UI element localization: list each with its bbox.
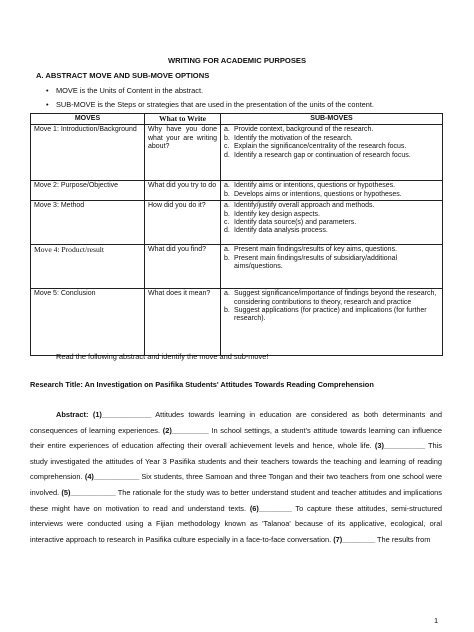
answer-blank[interactable]: (1)____________	[92, 410, 152, 419]
sub-move-text: Identify key design aspects.	[234, 210, 320, 218]
bullet-text: SUB-MOVE is the Steps or strategies that are used in the presentation of the units of the content.	[56, 100, 374, 109]
move-cell: Move 1: Introduction/Background	[31, 125, 145, 181]
sub-moves-cell	[221, 201, 443, 245]
sub-move-text: Suggest significance/importance of findings beyond the research, considering contributions to theory, research and practice	[234, 290, 437, 306]
document-title: WRITING FOR ACADEMIC PURPOSES	[167, 56, 307, 65]
abstract-sentence: The rationale for the study was to better understand student and teacher attitudes and implications these might have on motivation to read and understand texts.	[30, 487, 442, 513]
move-cell: Move 3: Method	[31, 201, 145, 245]
sub-move-letter: a.	[224, 246, 230, 254]
sub-move-item	[224, 246, 439, 254]
what-to-write-cell: What did you find?	[145, 245, 221, 289]
bullet-submove-definition	[46, 100, 374, 109]
sub-move-text: Identify aims or intentions, questions or hypotheses.	[234, 182, 396, 190]
sub-move-letter: b.	[224, 190, 230, 198]
abstract-paragraph	[30, 407, 442, 547]
sub-moves-cell	[221, 181, 443, 201]
sub-move-text: Present main findings/results of key aims, questions.	[234, 246, 398, 254]
table-row	[31, 245, 443, 289]
table-row	[31, 125, 443, 181]
sub-move-letter: a.	[224, 126, 230, 134]
abstract-sentence: In school settings, a student's attitude towards learning can influence their entire experiences of education affecting their overall achievement levels and hence, whole life.	[30, 425, 442, 451]
bullet-dot-icon: •	[46, 86, 49, 95]
sub-move-item	[224, 126, 439, 134]
table-row	[31, 289, 443, 356]
answer-blank[interactable]: (3)__________	[374, 441, 426, 451]
sub-move-letter: b.	[224, 210, 230, 218]
what-to-write-cell: What does it mean?	[145, 289, 221, 356]
moves-table	[30, 113, 443, 356]
sub-move-letter: c.	[224, 219, 230, 227]
bullet-move-definition	[46, 86, 203, 95]
sub-move-text: Identify data analysis process.	[234, 227, 328, 235]
bullet-text: MOVE is the Units of Content in the abstract.	[56, 86, 204, 95]
sub-move-item	[224, 307, 439, 324]
answer-blank[interactable]: (2)_________	[162, 425, 209, 435]
sub-move-text: Present main findings/results of subsidiary/additional aims/questions.	[234, 254, 398, 271]
move-cell: Move 5: Conclusion	[31, 289, 145, 356]
header-moves: MOVES	[31, 114, 145, 125]
sub-move-letter: d.	[224, 151, 230, 159]
abstract-sentence: Six students, three Samoan and three Tongan and their two teachers from one school were involved.	[30, 472, 442, 497]
sub-move-text: Identify data source(s) and parameters.	[234, 219, 357, 227]
sub-move-item	[224, 152, 439, 160]
sub-move-text: Develops aims or intentions, questions or hypotheses.	[234, 190, 402, 198]
what-to-write-cell: How did you do it?	[145, 201, 221, 245]
instruction-text: Read the following abstract and identify the move and sub-move!	[56, 352, 269, 361]
sub-move-letter: b.	[224, 307, 230, 315]
sub-move-letter: b.	[224, 254, 230, 262]
answer-blank[interactable]: (6)________	[249, 503, 292, 513]
move-cell: Move 4: Product/result	[31, 245, 145, 289]
move-cell: Move 2: Purpose/Objective	[31, 181, 145, 201]
sub-move-item	[224, 135, 439, 143]
answer-blank[interactable]: (4)___________	[84, 472, 140, 482]
abstract-sentence: To capture these attitudes, semi-structured interviews were conducted using a Fijian methodology known as 'Talanoa' because of its applicative, ecological, oral interactive approach to research in Pasifika culture especially in a face-to-face conversation.	[30, 503, 443, 544]
header-sub-moves: SUB-MOVES	[221, 114, 443, 125]
sub-move-letter: d.	[224, 227, 230, 235]
research-title: Research Title: An Investigation on Pasifika Students' Attitudes Towards Reading Comprehension	[30, 380, 374, 389]
sub-move-text: Provide context, background of the research.	[234, 126, 374, 134]
answer-blank[interactable]: (5)___________	[61, 487, 116, 497]
sub-move-item	[224, 219, 439, 227]
sub-move-letter: a.	[224, 182, 230, 190]
sub-move-item	[224, 255, 439, 272]
what-to-write-cell: Why have you done what your are writing about?	[145, 125, 221, 181]
sub-move-item	[224, 227, 439, 235]
sub-move-letter: a.	[224, 202, 230, 210]
table-row	[31, 181, 443, 201]
what-to-write-cell: What did you try to do	[145, 181, 221, 201]
sub-move-letter: a.	[224, 290, 230, 298]
sub-move-text: Identify/justify overall approach and methods.	[234, 202, 375, 210]
sub-moves-cell	[221, 245, 443, 289]
sub-move-item	[224, 143, 439, 151]
sub-move-text: Identify a research gap or continuation of research focus.	[234, 151, 411, 159]
abstract-sentence: Attitudes towards learning in education are considered as both determinants and consequences of learning experiences.	[30, 410, 442, 435]
abstract-sentence: This study investigated the attitudes of Year 3 Pasifika students and their teachers towards the teaching and learning of reading comprehension.	[30, 441, 442, 482]
table-row	[31, 201, 443, 245]
page-number: 1	[434, 616, 439, 625]
header-what-to-write: What to Write	[145, 114, 221, 125]
abstract-label: Abstract:	[56, 410, 89, 419]
sub-move-item	[224, 182, 439, 190]
sub-move-item	[224, 290, 439, 307]
section-heading: A. ABSTRACT MOVE AND SUB-MOVE OPTIONS	[36, 71, 210, 80]
sub-move-letter: c.	[224, 143, 230, 151]
sub-move-item	[224, 191, 439, 199]
sub-moves-cell	[221, 289, 443, 356]
abstract-sentence: The results from	[377, 534, 431, 544]
bullet-dot-icon: •	[46, 100, 49, 109]
sub-move-text: Suggest applications (for practice) and implications (for further research).	[234, 307, 427, 323]
sub-move-letter: b.	[224, 134, 230, 142]
sub-move-text: Identify the motivation of the research.	[234, 134, 353, 142]
sub-move-text: Explain the significance/centrality of the research focus.	[234, 143, 407, 151]
sub-moves-cell	[221, 125, 443, 181]
sub-move-item	[224, 211, 439, 219]
sub-move-item	[224, 202, 439, 210]
answer-blank[interactable]: (7)________	[333, 534, 376, 544]
table-header-row	[31, 114, 443, 125]
